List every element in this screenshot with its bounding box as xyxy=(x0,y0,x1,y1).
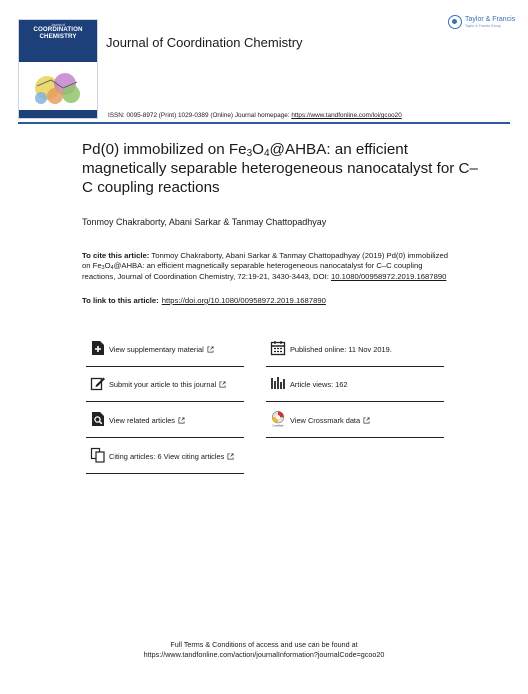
issn-text: ISSN: 0095-8972 (Print) 1029-0389 (Online) Journal homepage: xyxy=(108,112,290,119)
action-underline xyxy=(266,366,444,368)
action-underline xyxy=(266,437,444,439)
publisher-tagline: Taylor & Francis Group xyxy=(465,24,501,28)
external-link-icon xyxy=(219,381,226,388)
external-link-icon xyxy=(363,417,370,424)
article-link-label: To link to this article: xyxy=(82,296,159,305)
search-document-icon xyxy=(90,411,106,427)
cover-title-line1: COORDINATION xyxy=(33,26,83,33)
crossmark-badge-text: CrossMark xyxy=(272,425,284,427)
title-sub2: 4 xyxy=(263,148,270,159)
title-sub1: 3 xyxy=(246,148,253,159)
supplementary-label: View supplementary material xyxy=(109,345,204,354)
action-underline xyxy=(86,401,244,403)
action-underline xyxy=(266,401,444,403)
bar-chart-icon xyxy=(270,375,286,391)
citing-label: Citing articles: 6 View citing articles xyxy=(109,452,225,461)
published-online-item xyxy=(266,337,444,367)
issn-line xyxy=(108,112,402,119)
publisher-logo-icon xyxy=(448,15,462,29)
publisher-name: Taylor & Francis xyxy=(465,16,516,23)
views-label: Article views: 162 xyxy=(290,380,348,389)
crossmark-label: View Crossmark data xyxy=(290,416,361,425)
article-views-item xyxy=(266,372,444,402)
cover-molecule-illustration xyxy=(27,68,91,108)
submit-article-action[interactable] xyxy=(86,372,244,402)
cover-small-text: Journal of xyxy=(51,23,65,27)
article-link-line xyxy=(82,296,326,305)
citing-documents-icon xyxy=(90,447,106,463)
citation-label: To cite this article: xyxy=(82,251,150,260)
action-underline xyxy=(86,437,244,439)
publisher-logo[interactable] xyxy=(448,15,518,33)
external-link-icon xyxy=(227,453,234,460)
external-link-icon xyxy=(178,417,185,424)
citation-sub1: 3 xyxy=(101,265,105,272)
title-part1: Pd(0) immobilized on Fe xyxy=(82,141,247,158)
action-underline xyxy=(86,473,244,475)
add-document-icon xyxy=(90,340,106,356)
citation-doi-link[interactable]: 10.1080/00958972.2019.1687890 xyxy=(330,271,447,281)
view-supplementary-action[interactable] xyxy=(86,337,244,367)
header-divider xyxy=(18,122,510,124)
cover-banner xyxy=(19,20,97,62)
citation-sub2: 4 xyxy=(110,265,114,272)
article-authors: Tonmoy Chakraborty, Abani Sarkar & Tanmay Chattopadhyay xyxy=(82,217,327,227)
title-part2: O xyxy=(252,141,264,158)
action-underline xyxy=(86,366,244,368)
terms-line: Full Terms & Conditions of access and use can be found at xyxy=(170,640,358,649)
external-link-icon xyxy=(207,346,214,353)
journal-homepage-link[interactable]: https://www.tandfonline.com/loi/gcoo20 xyxy=(291,112,402,119)
citation-block xyxy=(82,251,452,282)
published-label: Published online: 11 Nov 2019. xyxy=(290,345,392,354)
calendar-icon xyxy=(270,340,286,356)
related-label: View related articles xyxy=(109,416,175,425)
crossmark-icon xyxy=(270,411,286,427)
cover-footer-band xyxy=(19,110,97,118)
terms-footer xyxy=(0,640,528,660)
journal-name[interactable]: Journal of Coordination Chemistry xyxy=(106,35,303,50)
journal-cover-image xyxy=(18,19,98,119)
title-part3: @AHBA: an efficient magnetically separable heterogeneous nanocatalyst for C–C coupling reactions xyxy=(82,141,478,196)
view-related-action[interactable] xyxy=(86,408,244,438)
article-title xyxy=(82,140,482,197)
citation-text-part3: @AHBA: an efficient magnetically separable heterogeneous nanocatalyst for C–C coupling reactions, Journal of Coordination Chemistry, 72:19-21, 3430-3443, DOI: xyxy=(82,261,423,281)
citation-text-part1: Tonmoy Chakraborty, Abani Sarkar & Tanmay Chattopadhyay (2019) Pd(0) immobilized on Fe xyxy=(82,251,449,271)
citing-articles-action[interactable] xyxy=(86,444,244,474)
submit-label: Submit your article to this journal xyxy=(109,380,217,389)
article-doi-url[interactable]: https://doi.org/10.1080/00958972.2019.1687890 xyxy=(161,296,326,305)
citation-text-part2: O xyxy=(104,261,111,271)
cover-title-line2: CHEMISTRY xyxy=(39,32,77,40)
terms-url[interactable]: https://www.tandfonline.com/action/journalInformation?journalCode=gcoo20 xyxy=(143,650,385,659)
edit-document-icon xyxy=(90,375,106,391)
view-crossmark-action[interactable] xyxy=(266,408,444,438)
